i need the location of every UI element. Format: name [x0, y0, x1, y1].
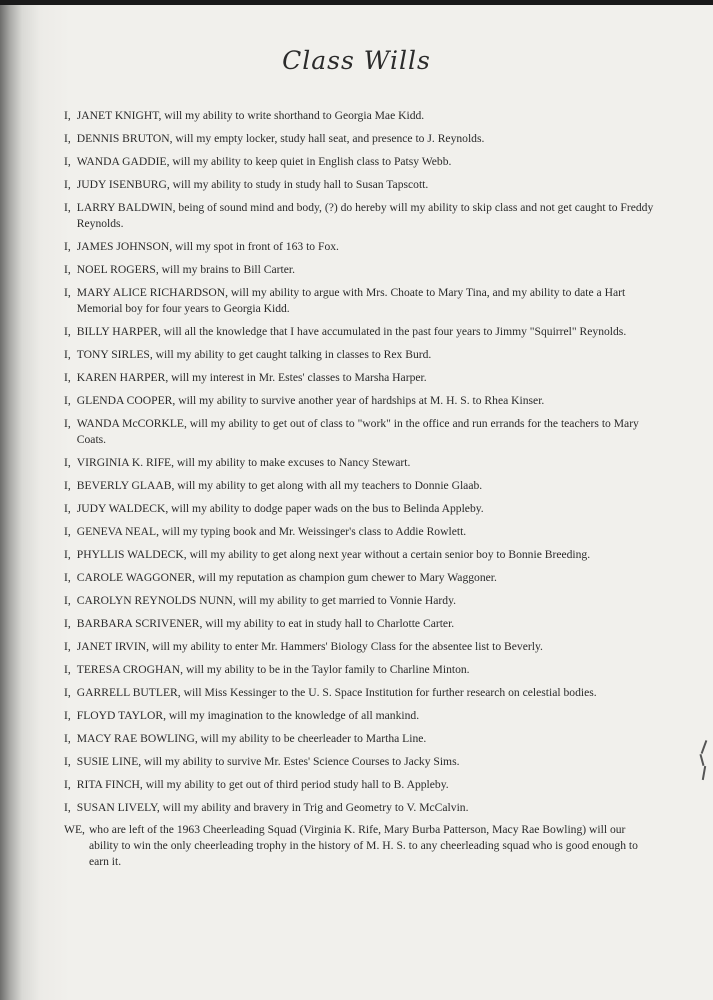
- will-prefix: I,: [64, 801, 71, 814]
- will-entry: [64, 285, 654, 317]
- will-text: NOEL ROGERS, will my brains to Bill Carter.: [76, 263, 295, 276]
- will-text: CAROLYN REYNOLDS NUNN, will my ability to get married to Vonnie Hardy.: [76, 594, 457, 607]
- will-entry: [64, 478, 654, 494]
- will-prefix: I,: [64, 663, 71, 676]
- will-entry: [64, 324, 654, 340]
- page-title: Class Wills: [282, 46, 431, 75]
- will-entry: [64, 524, 654, 540]
- will-prefix: I,: [64, 132, 71, 145]
- will-text: KAREN HARPER, will my interest in Mr. Estes' classes to Marsha Harper.: [76, 371, 427, 384]
- will-prefix: I,: [64, 502, 71, 515]
- will-prefix: I,: [64, 686, 71, 699]
- will-entry: [64, 154, 654, 170]
- will-text: RITA FINCH, will my ability to get out of third period study hall to B. Appleby.: [76, 778, 449, 791]
- will-prefix: I,: [64, 548, 71, 561]
- will-text: MARY ALICE RICHARDSON, will my ability to argue with Mrs. Choate to Mary Tina, and my ability to date a Hart Memorial boy for four years to Georgia Kidd.: [76, 286, 626, 315]
- will-prefix: I,: [64, 778, 71, 791]
- will-prefix: I,: [64, 240, 71, 253]
- will-text: BEVERLY GLAAB, will my ability to get along with all my teachers to Donnie Glaab.: [76, 479, 483, 492]
- will-text: SUSAN LIVELY, will my ability and bravery in Trig and Geometry to V. McCalvin.: [76, 801, 469, 814]
- will-text: CAROLE WAGGONER, will my reputation as champion gum chewer to Mary Waggoner.: [76, 571, 497, 584]
- will-prefix: I,: [64, 348, 71, 361]
- will-prefix: WE,: [64, 823, 85, 836]
- will-prefix: I,: [64, 571, 71, 584]
- will-prefix: I,: [64, 263, 71, 276]
- will-text: MACY RAE BOWLING, will my ability to be cheerleader to Martha Line.: [76, 732, 427, 745]
- will-prefix: I,: [64, 155, 71, 168]
- will-prefix: I,: [64, 178, 71, 191]
- will-text: JUDY ISENBURG, will my ability to study in study hall to Susan Tapscott.: [76, 178, 429, 191]
- will-prefix: I,: [64, 394, 71, 407]
- will-text: LARRY BALDWIN, being of sound mind and body, (?) do hereby will my ability to skip class and not get caught to Freddy Reynolds.: [76, 201, 654, 230]
- will-prefix: I,: [64, 201, 71, 214]
- will-entry: [64, 177, 654, 193]
- will-entry: [64, 570, 654, 586]
- will-entry: [64, 239, 654, 255]
- will-entry: [64, 393, 654, 409]
- will-entry: [64, 108, 654, 124]
- will-prefix: I,: [64, 417, 71, 430]
- will-text: JANET IRVIN, will my ability to enter Mr. Hammers' Biology Class for the absentee list to Beverly.: [76, 640, 543, 653]
- will-prefix: I,: [64, 594, 71, 607]
- will-entry: [64, 347, 654, 363]
- will-entry: [64, 616, 654, 632]
- will-prefix: I,: [64, 732, 71, 745]
- will-text: GLENDA COOPER, will my ability to survive another year of hardships at M. H. S. to Rhea Kinser.: [76, 394, 545, 407]
- will-entry: [64, 685, 654, 701]
- will-entry: [64, 777, 654, 793]
- will-entry: [64, 662, 654, 678]
- will-text: VIRGINIA K. RIFE, will my ability to make excuses to Nancy Stewart.: [76, 456, 411, 469]
- will-entry: [64, 822, 654, 870]
- will-entry: [64, 800, 654, 816]
- will-entry: [64, 262, 654, 278]
- will-text: who are left of the 1963 Cheerleading Squad (Virginia K. Rife, Mary Burba Patterson, Macy Rae Bowling) will our ability to win the only cheerleading trophy in the history of M. H. S. to any cheerleading squad who is good enough to earn it.: [88, 823, 638, 868]
- will-text: WANDA McCORKLE, will my ability to get out of class to "work" in the office and run errands for the teachers to Mary Coats.: [76, 417, 639, 446]
- will-text: FLOYD TAYLOR, will my imagination to the knowledge of all mankind.: [76, 709, 420, 722]
- class-wills-list: [64, 108, 654, 870]
- will-text: JANET KNIGHT, will my ability to write shorthand to Georgia Mae Kidd.: [76, 109, 425, 122]
- will-text: GARRELL BUTLER, will Miss Kessinger to the U. S. Space Institution for further research on celestial bodies.: [76, 686, 597, 699]
- will-text: SUSIE LINE, will my ability to survive Mr. Estes' Science Courses to Jacky Sims.: [76, 755, 460, 768]
- will-text: BILLY HARPER, will all the knowledge that I have accumulated in the past four years to Jimmy "Squirrel" Reynolds.: [76, 325, 627, 338]
- will-text: BARBARA SCRIVENER, will my ability to eat in study hall to Charlotte Carter.: [76, 617, 455, 630]
- will-text: JUDY WALDECK, will my ability to dodge paper wads on the bus to Belinda Appleby.: [76, 502, 484, 515]
- will-entry: [64, 131, 654, 147]
- will-text: TERESA CROGHAN, will my ability to be in the Taylor family to Charline Minton.: [76, 663, 470, 676]
- will-entry: [64, 547, 654, 563]
- will-prefix: I,: [64, 525, 71, 538]
- will-entry: [64, 370, 654, 386]
- will-entry: [64, 200, 654, 232]
- will-entry: [64, 754, 654, 770]
- will-prefix: I,: [64, 755, 71, 768]
- page-top-edge: [0, 0, 713, 5]
- will-entry: [64, 593, 654, 609]
- margin-pencil-mark: [703, 740, 705, 780]
- will-text: PHYLLIS WALDECK, will my ability to get along next year without a certain senior boy to Bonnie Breeding.: [76, 548, 591, 561]
- will-entry: [64, 708, 654, 724]
- will-prefix: I,: [64, 617, 71, 630]
- will-entry: [64, 416, 654, 448]
- will-prefix: I,: [64, 371, 71, 384]
- will-prefix: I,: [64, 109, 71, 122]
- will-text: WANDA GADDIE, will my ability to keep quiet in English class to Patsy Webb.: [76, 155, 452, 168]
- will-prefix: I,: [64, 640, 71, 653]
- will-prefix: I,: [64, 456, 71, 469]
- will-entry: [64, 731, 654, 747]
- will-prefix: I,: [64, 709, 71, 722]
- will-entry: [64, 455, 654, 471]
- will-prefix: I,: [64, 479, 71, 492]
- will-text: JAMES JOHNSON, will my spot in front of 163 to Fox.: [76, 240, 339, 253]
- will-prefix: I,: [64, 286, 71, 299]
- will-text: DENNIS BRUTON, will my empty locker, study hall seat, and presence to J. Reynolds.: [76, 132, 485, 145]
- will-entry: [64, 501, 654, 517]
- will-text: TONY SIRLES, will my ability to get caught talking in classes to Rex Burd.: [76, 348, 432, 361]
- will-entry: [64, 639, 654, 655]
- will-prefix: I,: [64, 325, 71, 338]
- will-text: GENEVA NEAL, will my typing book and Mr. Weissinger's class to Addie Rowlett.: [76, 525, 467, 538]
